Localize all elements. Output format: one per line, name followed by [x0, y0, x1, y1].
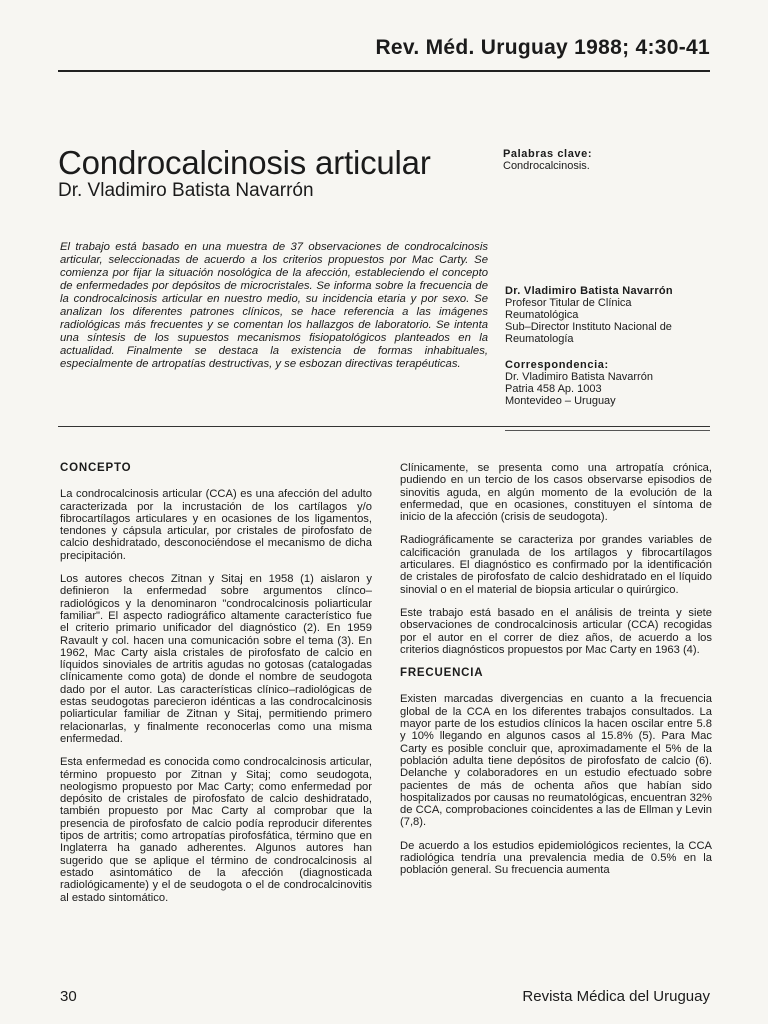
affiliation-name: Dr. Vladimiro Batista Navarrón [505, 285, 673, 297]
article-title: Condrocalcinosis articular [58, 144, 431, 181]
correspondence-line: Montevideo – Uruguay [505, 395, 616, 407]
body-paragraph: Existen marcadas divergencias en cuanto a la frecuencia global de la CCA en los diferentes trabajos consultados. La mayor parte de los estudios clínicos la hacen oscilar entre 5.8 y 10% llegando en algunos casos al 15.8% (5). Para Mac Carty es posible concluir que, aproximadamente el 5% de la población adulta tiene depósitos de pirofosfato de calcio (6). Delanche y colaboradores en un estudio efectuado sobre pacientes de más de ochenta años que habían sido hospitalizados por causas no reumatológicas, encuentran 32% de CCA, comprobaciones coincidentes a las de Ellman y Levin (7,8). [400, 693, 712, 829]
section-heading-frecuencia: FRECUENCIA [400, 667, 484, 680]
article-author: Dr. Vladimiro Batista Navarrón [58, 180, 314, 201]
affiliation-line: Reumatológica [505, 309, 579, 321]
affiliation-line: Reumatología [505, 333, 574, 345]
affiliation-line: Profesor Titular de Clínica [505, 297, 632, 309]
section-divider-short [505, 430, 710, 431]
page-number: 30 [60, 988, 77, 1005]
keywords-label: Palabras clave: [503, 148, 593, 160]
body-paragraph: De acuerdo a los estudios epidemiológicos recientes, la CCA radiológica tendría una prevalencia media de 0.5% en la población general. Su frecuencia aumenta [400, 839, 712, 877]
body-paragraph: Esta enfermedad es conocida como condrocalcinosis articular, término propuesto por Zitnan y Sitaj; como seudogota, neologismo propuesto por Mac Carty; como enfermedad por depósito de cristales de pirofosfato de calcio deshidratado, también propuesto por Mac Carty al comprobar que la presencia de pirofosfato de calcio podía reproducir diferentes tipos de artritis; como artropatías pirofosfática, término que en Inglaterra ha ganado adherentes. Algunos autores han sugerido que se aplique el término de condrocalcinosis al estado asintomático de la afección (diagnosticada radiológicamente) y el de seudogota o el de condrocalcinovitis al estado sintomático. [60, 756, 372, 904]
correspondence-line: Patria 458 Ap. 1003 [505, 383, 602, 395]
keywords-value: Condrocalcinosis. [503, 160, 590, 172]
correspondence-line: Dr. Vladimiro Batista Navarrón [505, 371, 653, 383]
correspondence-block [505, 359, 653, 407]
correspondence-label: Correspondencia: [505, 359, 609, 371]
affiliation-block [505, 285, 673, 345]
section-heading-concepto: CONCEPTO [60, 462, 132, 474]
body-column-left [60, 462, 372, 915]
body-paragraph: Este trabajo está basado en el análisis de treinta y siete observaciones de condrocalcinosis articular (CCA) recogidas por el autor en el correr de diez años, de acuerdo a los criterios diagnósticos propuestos por Mac Carty en 1963 (4). [400, 606, 712, 656]
body-column-right [400, 462, 712, 888]
abstract: El trabajo está basado en una muestra de 37 observaciones de condrocalcinosis articular, seleccionadas de acuerdo a los criterios propuestos por Mac Carty. Se comienza por fijar la situación nosológica de la afección, estableciendo el concepto de enfermedades por depósitos de microcristales. Se informa sobre la frecuencia de la condrocalcinosis articular en nuestro medio, su incidencia etaria y por sexo. Se analizan los diferentes patrones clínicos, se hace referencia a las imágenes radiológicas más frecuentes y se comentan los hallazgos de laboratorio. Se intenta una síntesis de los supuestos mecanismos fisiopatológicos planteados en la actualidad. Finalmente se destaca la existencia de formas inhabituales, especialmente de artropatías destructivas, y se esbozan directivas terapéuticas. [60, 241, 488, 370]
body-paragraph: La condrocalcinosis articular (CCA) es una afección del adulto caracterizada por la incrustación de los cartílagos y/o fibrocartílagos articulares y en ocasiones de los ligamentos, tendones y cápsula articular, por cristales de pirofosfato de calcio deshidratado, desconociéndose el mecanismo de dicha precipitación. [60, 488, 372, 562]
affiliation-line: Sub–Director Instituto Nacional de [505, 321, 672, 333]
header-rule [58, 70, 710, 72]
footer-journal-name: Revista Médica del Uruguay [522, 988, 710, 1005]
body-paragraph: Los autores checos Zitnan y Sitaj en 1958 (1) aislaron y definieron la enfermedad sobre argumentos clínco–radiológicos y la denominaron "condrocalcinosis poliarticular familiar". El aspecto radiográfico altamente característico fue el criterio primario unificador del diagnóstico (2). En 1959 Ravault y col. hacen una comunicación sobre el tema (3). En 1962, Mac Carty aisla cristales de pirofosfato de calcio en líquidos sinoviales de artritis agudas no gotosas (catalogadas clínicamente como gota) de donde el nombre de seudogota dado por el autor. Las características clínico–radiológicas de estas seudogotas parecieron idénticas a las condrocalcinosis poliarticular familiar de Zitnan y Sitaj, permitiendo primero relacionarlas, y finalmente reconocerlas como una misma enfermedad. [60, 573, 372, 745]
body-paragraph: Clínicamente, se presenta como una artropatía crónica, pudiendo en un tercio de los casos observarse episodios de sinovitis aguda, en algún momento de la evolución de la enfermedad, que en ocasiones, constituyen el síntoma de inicio de la afección (crisis de seudogota). [400, 462, 712, 524]
journal-reference: Rev. Méd. Uruguay 1988; 4:30-41 [375, 36, 710, 59]
body-paragraph: Radiográficamente se caracteriza por grandes variables de calcificación granulada de los artílagos y fibrocartílagos articulares. El diagnóstico es confirmado por la identificación de cristales de pirofosfato de calcio deshidratado en el líquido sinovial o en el material de biopsia articular o quirúrgico. [400, 534, 712, 596]
section-divider [58, 426, 710, 427]
